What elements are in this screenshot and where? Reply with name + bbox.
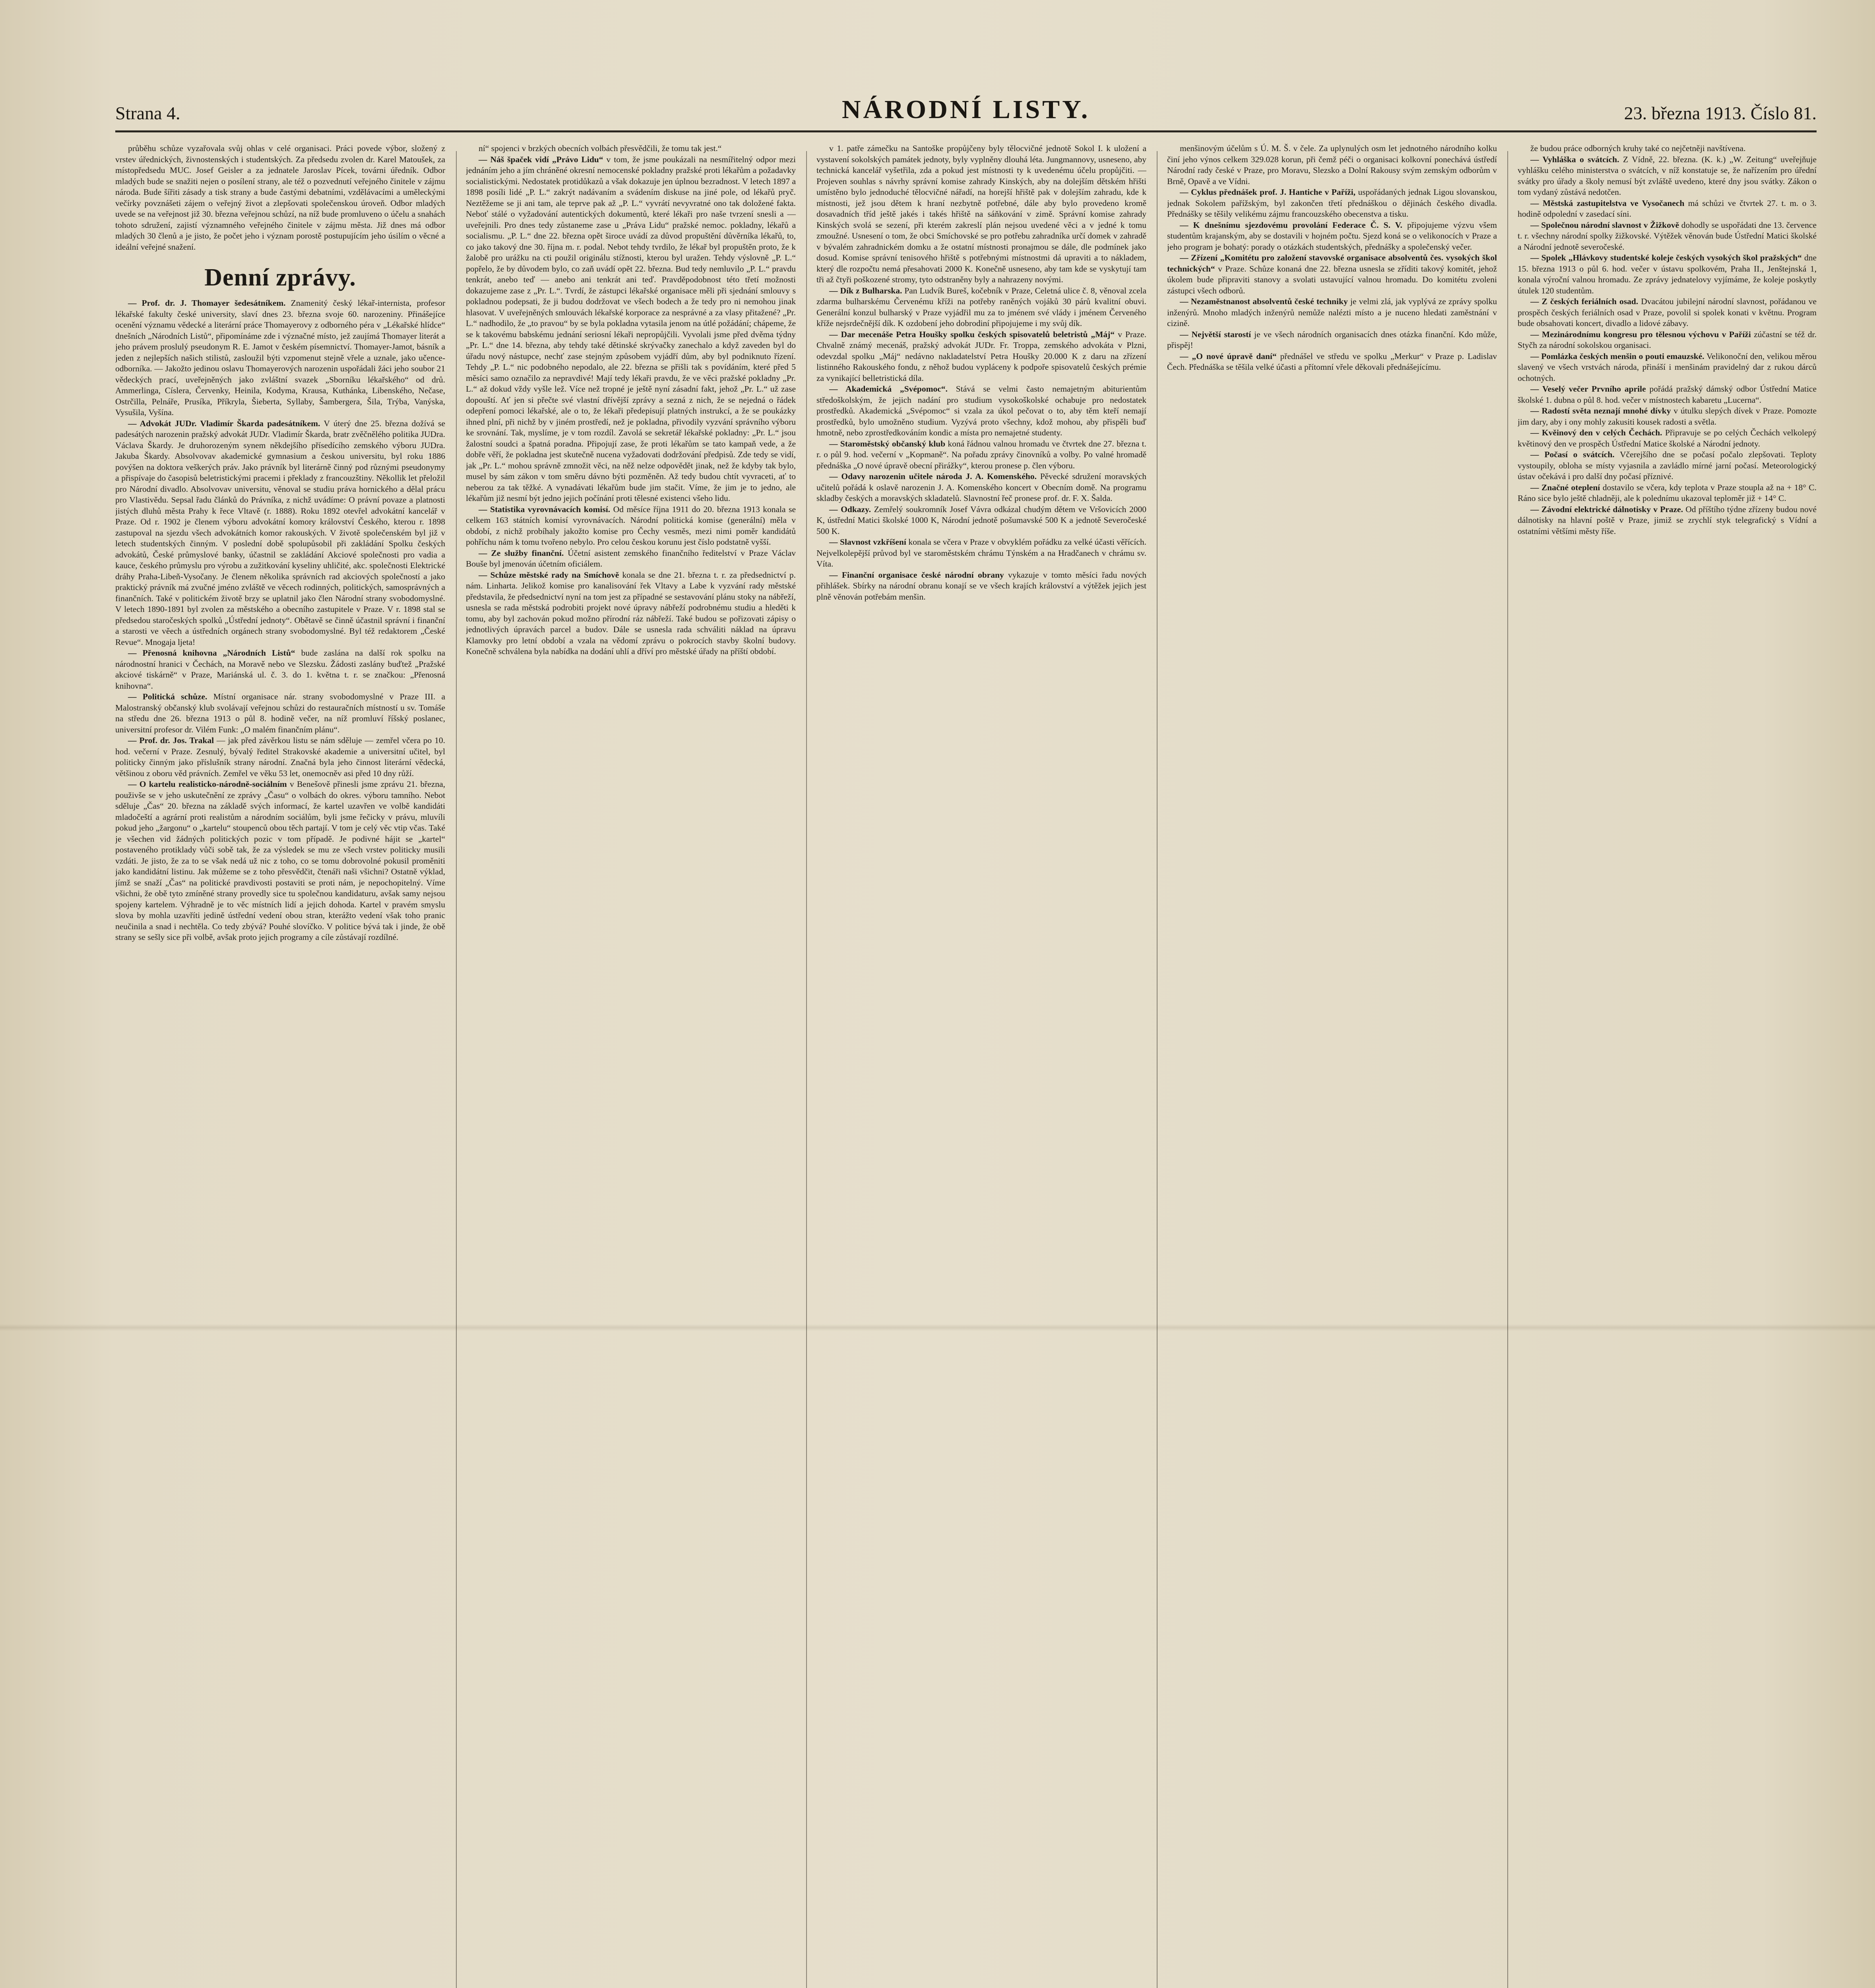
column-4 [1167,143,1497,1988]
news-item-headline: — Z českých feriálních osad. [1530,297,1638,306]
news-item-text: dostavilo se včera, kdy teplota v Praze stoupla až na + 18° C. Ráno sice bylo ještě chladněji, ale k polednímu ukazoval teploměr již + 14° C. [1518,482,1817,503]
news-item-text: v útulku slepých dívek v Praze. Pomozte jim dary, aby i ony mohly zakusiti kousek radosti a světla. [1518,406,1817,427]
news-item-headline: — Odkazy. [829,504,871,514]
news-item [115,418,445,648]
news-item-text: má schůzi ve čtvrtek 27. t. m. o 3. hodině odpolední v zasedací síni. [1518,198,1817,219]
news-item [1518,427,1817,449]
paragraph: že budou práce odborných kruhy také co nejčetněji navštívena. [1530,144,1746,153]
news-item-text: konala se včera v Praze v obvyklém pořádku za velké účasti věřících. Nejvelkolepější průvod byl ve staroměstském chrámu Týnském a na Hradčanech v chrámu sv. Víta. [816,537,1146,569]
news-item-text: zúčastní se též dr. Styčh za národní sokolskou organisaci. [1518,329,1817,350]
news-item-headline: — Slavnost vzkříšení [829,537,906,547]
news-item-text: Včerejšího dne se počasí počalo zlepšovati. Teploty vystoupily, obloha se místy vyjasnila a zavládlo mírné jarní počasí. Meteorologický ústav očekává i pro další dny počasí příznivé. [1518,450,1817,481]
news-item-headline: — Prof. dr. J. Thomayer šedesátníkem. [128,298,286,308]
news-item-headline: — Prof. dr. Jos. Trakal [128,736,214,745]
news-item [115,735,445,779]
news-item-text: Pěvecké sdružení moravských učitelů pořádá k oslavě narozenin J. A. Komenského koncert v Obecním domě. Na programu skladby českých a moravských skladatelů. Slavnostní řeč pronese prof. dr. F. X. Šalda. [816,472,1146,503]
news-item-text: dohodly se uspořádati dne 13. července t. r. všechny národní spolky žižkovské. Výtěžek věnován bude Ústřední Matici školské a Národní jednotě severočeské. [1518,220,1817,252]
news-item [1167,220,1497,253]
news-item [1518,384,1817,406]
newspaper-title: NÁRODNÍ LISTY. [842,95,1090,124]
column-divider [1157,151,1158,1988]
page-number: Strana 4. [115,103,180,123]
news-item [115,779,445,943]
news-item-headline: — Staroměstský občanský klub [829,439,946,448]
news-item-headline: — Radostí světa neznají mnohé dívky [1530,406,1671,415]
news-item-headline: — Advokát JUDr. Vladimír Škarda padesátníkem. [128,418,320,428]
news-item [1518,351,1817,384]
news-item [816,570,1146,603]
news-item [1167,252,1497,296]
news-item-headline: — Pomlázka českých menšin o pouti emauzské. [1530,351,1704,361]
news-item-headline: — Vyhláška o svátcích. [1530,154,1619,164]
news-item-text: Od příštího týdne zřízeny budou nové dálnotisky na hlavní poště v Praze, jimiž se zrychlí styk telegrafický s Vídní a ostatními většími městy říše. [1518,504,1817,536]
column-divider [1507,151,1508,1988]
news-item-headline: — Akademická „Svépomoc“. [829,384,948,394]
news-item [1518,329,1817,351]
news-item-text: Účetní asistent zemského finančního ředitelství v Praze Václav Bouše byl jmenován účetním oficiálem. [466,548,796,569]
news-item-text: V úterý dne 25. března dožívá se padesátých narozenin pražský advokát JUDr. Vladimír Škarda, bratr zvěčnělého politika JUDra. Václava Škardy. Je druhorozeným synem někdejšího přísedícího zemského výboru JUDra. Jakuba Škardy. Absolvovav akademické gymnasium a českou universitu, byl roku 1886 povýšen na doktora veškerých práv. Jako právník byl literárně činný pod různými pseudonymy a přispívaje do časopisů beletristickými pracemi i překlady z francouzštiny. Někollik let přeložil pro Národní divadlo. Absolvovav universitu, věnoval se studiu práva hornického a dělal prácu pro Vlastivědu. Sepsal řadu článků do Právníka, z nichž uvádíme: O právní povaze a platnosti jistých dluhů města Prahy k řece Vltavě (r. 1888). Roku 1892 otevřel advokátní kancelář v Praze. Od r. 1902 je členem výboru advokátní komory království Českého, kterou r. 1898 zastupoval na sjezdu všech advokátních komor rakouských. V životě společenském byl již v letech studentských činným. V poslední době spolupůsobil při zakládání Spolku českých advokátů, České průmyslové banky, účastnil se zakládání Akciové společnosti pro vadia a kauce, českého průmyslu pro výrobu a zužitkování kyseliny uhličité, akc. společnosti Elektrické dráhy Praha-Libeň-Vysočany. Je členem několika správních rad akciových společností a jako praktický právník má zvučné jméno zvláště ve věcech rodinných, politických, samosprávných a finančních. Také v politickém životě brzy se uplatnil jako člen Národní strany svobodomyslné. V letech 1890-1891 byl zvolen za městského a obecního zastupitele v Praze. V r. 1898 stal se předsedou staročeských spolků „Ústřední jednoty“. Obětavě se činně účastnil správní i finanční a starosti ve věech a ústředních orgánech strany svobodomyslné. Byl též redaktorem „České Revue“. Mnogaja ljeta! [115,418,445,647]
news-item [1518,220,1817,253]
news-item-headline: — Mezinárodnímu kongresu pro tělesnou výchovu v Paříži [1530,329,1751,339]
news-item-headline: — Odavy narozenin učitele národa J. A. Komenského. [829,472,1037,481]
news-item-text: uspořádaných jednak Ligou slovanskou, jednak Sokolem pařížským, byl zakončen třetí přednáškou o dějinách českého divadla. Přednášky se těšily velikému zájmu francouzského obecenstva a tisku. [1167,187,1497,219]
news-item-text: je ve všech národních organisacích dnes otázka finanční. Kdo může, přispěj! [1167,329,1497,350]
news-item-text: Znamenitý český lékař-internista, profesor lékařské fakulty české university, slaví dnes 23. března svoje 60. narozeniny. Přinášejíce ocenění významu vědecké a literární práce Thomayerovy z odborného péra v „Lékařské hlídce“ dnešních „Národních Listů“, připomínáme zde i význačné místo, jež zaujímá Thomayer literát a jeho právem proslulý pseudonym R. E. Jamot v českém písemnictví. Thomayer-Jamot, básník a jeden z nejlepších našich stilistů, zasloužil býti vzpomenut stejně vřele a uznale, jako učence-odborníka. — Jakožto jedinou oslavu Thomayerových narozenin uspořádali žáci jeho soubor 21 vědeckých prací, uveřejněných jako zvláštní svazek „Sborníku lékařského“ od drů. Ammerlinga, Císlera, Červenky, Heinila, Kodyma, Krausa, Kuthánka, Libenského, Nečase, Ostrčilla, Pelnáře, Prusíka, Příkryla, Šieberta, Syllaby, Šambergera, Šila, Trýba, Vanýska, Vysušila, Vyšína. [115,298,445,417]
news-item-text: Od měsíce října 1911 do 20. března 1913 konala se celkem 163 státních komisí vyrovnávacích. Národní politická komise (generální) měla v období, z nichž probíhaly jakožto komise pro Čechy vesměs, mezi nimi poměr kandidátů pohříchu nám k tomu tvořeno nebylo. Pro celou českou korunu jest číslo podstatně vyšší. [466,504,796,547]
news-item [1518,252,1817,296]
news-item-text: bude zaslána na další rok spolku na národnostní hranici v Čechách, na Moravě nebo ve Slezsku. Žádosti zaslány buďtež „Pražské akciové tiskárně“ v Praze, Mariánská ul. č. 3. do 1. května t. r. se značkou: „Přenosná knihovna“. [115,648,445,691]
news-item-text: dne 15. března 1913 o půl 6. hod. večer v ústavu spolkovém, Praha II., Jenštejnská 1, konala výroční valnou hromadu. Ze zprávy jednatelovy vyjímáme, že koleje poskytly útulek 120 studentům. [1518,253,1817,295]
masthead-rule [115,130,1817,132]
news-item-headline: — Dík z Bulharska. [829,285,902,295]
news-item-headline: — Dar mecenáše Petra Houšky spolku českých spisovatelů beletristů „Máj“ [829,329,1115,339]
news-item-headline: — Nezaměstnanost absolventů české techniky [1180,297,1348,306]
news-item-headline: — Cyklus přednášek prof. J. Hantiche v Paříži, [1180,187,1355,197]
news-item-headline: — Největší starostí [1180,329,1251,339]
section-title: Denní zprávy. [204,264,356,291]
news-item [115,691,445,735]
news-item-headline: — Přenosná knihovna „Národních Listů“ [128,648,295,658]
column-1 [115,143,445,1988]
news-item-text: Velikonoční den, velikou měrou slavený ve všech vrstvách národa, přináší i menšinám pravidelný dar z rukou dárců ochotných. [1518,351,1817,383]
news-item [466,570,796,657]
news-item [1518,504,1817,537]
news-item-headline: — Závodní elektrické dálnotisky v Praze. [1530,504,1683,514]
news-item [816,471,1146,504]
news-item-text: přednášel ve středu ve spolku „Merkur“ v Praze p. Ladislav Čech. Přednáška se těšila velké účasti a přítomní vřele děkovali přednášejícímu. [1167,351,1497,372]
news-item-text: je velmi zlá, jak vyplývá ze zprávy spolku inženýrů. Mnoho mladých inženýrů nemůže nalézti místo a je nuceno hledati zaměstnání v cizině. [1167,297,1497,328]
news-item-headline: — „O nové úpravě daní“ [1180,351,1277,361]
news-item-headline: — Veselý večer Prvního aprile [1530,384,1646,394]
news-item [816,285,1146,329]
paragraph: v 1. patře zámečku na Santoške propůjčeny byly tělocvičné jednotě Sokol I. k uložení a vystavení sokolských památek jednoty, byly vyplněny dlouhá léta. Jungmannovy, usneseno, aby technická kancelář vyšetřila, zda a pokud jest místnosti ty k uvedenému účelu propůjčiti. — Projeven souhlas s návrhy správní komise zahrady Kinských, aby na dolejším dětském hřišti umístěno bylo jednoduché tělocvičné nářadí, na horejší hřiště pak v dolejším zahradu, kde k místnosti, jež jsou dětem k hraní nezbytně potřebné, dále aby bylo provedeno kromě dosavadních tříd ještě jakés i takés hřiště na sáňkování v zimě. Správní komise zahrady Kinských svolá se sezení, při kterém zakreslí plán nejsou uvedené věci a v jedné k tomu zmoužné. Usnesení o tom, že obci Smíchovské se pro potřebu zahradníka určí domek v zahradě v bývalém zahradnickém domku a že ostatní místnosti pronajmou se dále, dle podmínek jako dosud. Komise správní tenisového hřiště s potřebnými místnostmi dá upraviti a to nákladem, který dle rozpočtu nemá přesahovati 2000 K. Konečně usneseno, aby tam kde se vyskytují tam tři až čtyři poškozené stromy, tyto odstraněny byly a nahrazeny novými. [816,144,1146,284]
news-item-text: Místní organisace nár. strany svobodomyslné v Praze III. a Malostranský občanský klub svolávají veřejnou schůzi do restauračních místností u sv. Tomáše na středu dne 26. března 1913 o půl 8. hodině večer, na níž promluví říšský poslanec, universitní profesor dr. Vilém Funk: „O malém finančním plánu“. [115,692,445,734]
masthead [115,91,1817,134]
news-item-text: v Praze. Schůze konaná dne 22. března usnesla se zříditi takový komitét, jehož úkolem bude připraviti stanovy a svolati ustavující valnou hromadu. Do komitétu zvoleni zástupci všech odborů. [1167,264,1497,295]
news-item-headline: — K dnešnímu sjezdovému provolání Federace Č. S. V. [1180,220,1402,230]
news-item-headline: — Spolek „Hlávkovy studentské koleje českých vysokých škol pražských“ [1530,253,1802,262]
paper-fold [0,1324,1875,1331]
news-item-text: Z Vídně, 22. března. (K. k.) „W. Zeitung“ uveřejňuje vyhlášku celého ministerstva o svátcích, v níž konstatuje se, že nařízením pro úřední svátky pro úřady a školy nemusí být zvláště uvedeno, které dny jsou svátky. Zákon o tom vydaný zůstává nedotčen. [1518,154,1817,197]
news-item-text: Zemřelý soukromník Josef Vávra odkázal chudým dětem ve Vršovicích 2000 K, ústřední Matici školské 1000 K, Národní jednotě pošumavské 500 K a jednotě Severočeské 500 K. [816,504,1146,536]
news-item-text: připojujeme výzvu všem studentům krajanským, aby se dostavili v hojném počtu. Sjezd koná se o velikonocích v Praze a jeho program je bohatý: porady o otázkách studentských, přednášky a společenský večer. [1167,220,1497,252]
news-item [816,329,1146,384]
news-item [1167,351,1497,373]
news-item [816,384,1146,439]
column-divider [456,151,457,1988]
news-item-headline: — Politická schůze. [128,692,207,701]
news-item [1518,449,1817,482]
news-item-headline: — Statistika vyrovnávacích komisí. [479,504,611,514]
news-item-text: Dvacátou jubilejní národní slavnost, pořádanou ve prospěch českých feriálních osad v Praze, povolil si spolek konati v květnu. Program bude obsahovati koncert, divadlo a lidové zábavy. [1518,297,1817,328]
column-2 [466,143,796,1988]
news-item-text: pořádá pražský dámský odbor Ústřední Matice školské 1. dubna o půl 8. hod. večer v místnostech kabaretu „Lucerna“. [1518,384,1817,405]
news-item-text: Pan Ludvík Bureš, kočebník v Praze, Celetná ulice č. 8, věnoval zcela zdarma bulharskému Červenému kříži na potřeby raněných vojáků 30 párů kvalitní obuvi. Generální konzul bulharský v Praze vyjádřil mu za to jménem své vlády i jménem Červeného kříže nejsrdečnější dík. K ozdobení jeho dobrodiní připojujeme i my svůj dík. [816,285,1146,328]
column-5 [1518,143,1817,1988]
paragraph: ní“ spojenci v brzkých obecních volbách přesvědčili, že tomu tak jest.“ [479,144,722,153]
news-item [1518,198,1817,220]
news-item-headline: — Finanční organisace české národní obrany [829,570,1004,580]
news-item-text: vykazuje v tomto měsíci řadu nových přihlášek. Sbírky na národní obranu konají se ve všech krajích království a výtěžek jejich jest plně věnován potřebám menšin. [816,570,1146,602]
news-item [1167,329,1497,351]
news-item [816,504,1146,537]
column-divider [806,151,807,1988]
issue-date: 23. března 1913. Číslo 81. [1624,103,1817,123]
news-item-headline: — O kartelu realisticko-národně-sociálním [128,779,287,789]
news-item [466,154,796,504]
news-item-headline: — Ze služby finanční. [479,548,564,558]
news-item [1518,296,1817,329]
news-item-headline: — Městská zastupitelstva ve Vysočanech [1530,198,1685,208]
news-item-text: v tom, že jsme poukázali na nesmířitelný odpor mezi jednáním jeho a jím chráněné okresní nemocenské pokladny pražské proti lékařům a požadavky socialistickými. Nedostatek protidůkazů a však dokazuje jen úplnou bezradnost. V letech 1897 a 1898 posíli lidé „P. L.“ zakrýt nadávaním a svádením diskuse na jiné pole, od lékařů pryč. Neztěžeme se ji ani tam, ale teprve pak až „P. L.“ vyvrátí nevyvratné ono tak doložené fakta. Neboť stálé o vyžadování autentických dokumentů, které lékaři pro naše tvrzení snesli a — uveřejnili. Pro dnes tedy zůstaneme zase u „Práva Lidu“ pražské nemoc. pokladny, lékařů a socialismu. „P. L.“ dne 22. března opět široce uvádí za důvod propuštění důvěrníka lékařů, to, co jako takový dne 30. října m. r. podal. Nebot tehdy tvrdilo, že lékař byl propuštěn proto, že k žalobě pro urážku na cti použil originálu stížnosti, kterou byl uražen. Tehdy výslovně „P. L.“ popřelo, že by důvodem bylo, co zaň uvádí opět 22. března. Bud tedy nemluvilo „P. L.“ pravdu tenkrát, anebo teď — anebo ani tenkrát ani teď. Pravděpodobnost této třetí možnosti dokazujeme zase z „Pr. L.“. Tvrdí, že zástupci lékařské organisace měli při sjednání smlouvy s pokladnou podepsati, že ji budou dodržovat ve všech bodech a že tedy pro ni nemohou jinak hlasovat. V uveřejněných smlouvách lékařské korporace za nesprávné a za vlasy přitažené? „Pr. L.“ nadhodilo, že „to pravou“ by se byla pokladna vytasila jenom na útlé požádání; chápeme, že se k takovému babskému jednání seriosní lékaři nepropůjčili. Vyvolali jsme před dvěma týdny „Pr. L.“ dne 14. března, aby tehdy také dětinské skrývačky zanechalo a když zaveden byl do úřadu nový nástupce, nechť zase stejným způsobem vyjádří dům, aby byl podniknuto řízení. Tehdy „P. L.“ nic podobného nepodalo, ale 22. března se přišli tak s povídáním, které před 5 měsíci samo označilo za nepravdivé! Mají tedy lékaři pravdu, že ve věci pražské pokladny „Pr. L.“ až dokud vždy vyšle lež. Více než tropné je ještě nyní zásadní fakt, jehož „Pr. L.“ už zase dopouští. Ať jen si přečte své vlastní dřívější zprávy a sezná z nich, že se nejedná o řádek odepření pomoci lékařské, ale o to, že lékaři předepisují platných instrukcí, a že se poukázky ihned plní, při nichž by v jiném prostředí, než je pokladna, přivodily vyzvání správního výboru ke srovnání. Tak, myslíme, je v tom rozdíl. Zavolá se sekretář lékařské pokladny: „Pr. L.“ jsou žalostní soudci a špatná poradna. Připojují zase, že proti lékařům se tato kampaň vede, a že dobře věří, že pokladna jest skutečně nucena vyžadovati dodržování předpisů. Zde tedy se vidí, jak „Pr. L.“ mohou správně zmnožit věci, na něž nelze odpovědět jinak, než že kdyby tak bylo, musel by sám zákon v tom směru dávno býti pozměněn. Až tedy budou chtít vyvraceti, ať to neberou za tak těžké. A vynadávati lékařům bude jim stačit. Víme, že jim je to jedno, ale lékařům již nesmí být jedno jejich počínání proti tělesné existenci všeho lidu. [466,154,796,503]
news-item [466,504,796,548]
news-item-text: konala se dne 21. března t. r. za předsednictví p. nám. Linharta. Jelikož komise pro kanalisování řek Vltavy a Labe k vyzvání rady městské představila, že předsednictví nyní na tom jest za případné se sestavování plánu stoky na nábřeží, usnesla se rada městská podrobiti projekt nové úpravy nábřeží podrobnému studiu a hleděti k tomu, aby byl zachován pokud možno přírodní ráz nábřeží. Také budou se pořizovati zápisy o jednotlivých úpravách parcel a budov. Dále se usnesla rada schváliti náklad na úpravu Klamovky pro letní období a vzala na vědomí zprávu o pokrocích stavby školní budovy. Konečně schválena byla nabídka na dodání uhlí a dříví pro městské úřady na příští období. [466,570,796,656]
news-item [1518,154,1817,198]
news-item [816,439,1146,472]
news-item-headline: — Kvěinový den v celých Čechách. [1530,428,1662,437]
news-item-text: koná řádnou valnou hromadu ve čtvrtek dne 27. března t. r. o půl 9. hod. večerní v „Kopmaně“. Na pořadu zprávy činovníků a volby. Po valné hromadě přednáška „O nové úpravě obecní přirážky“, kterou pronese p. člen výboru. [816,439,1146,470]
news-item-headline: — Počasí o svátcích. [1530,450,1615,459]
news-item-text: v Benešově přinesli jsme zprávu 21. března, použivše se v jeho uskutečnění ze zprávy „Času“ o volbách do okres. výboru tamního. Nebot sděluje „Čas“ 20. března na základě svých informací, že kartel uzavřen ve volbě kandidáti mladočeští a agrární proti realistům a národním sociálům, byli jsme řečicky v právu, mluvíli pokud jeho „žargonu“ o „kartelu“ stoupenců obou těch partají. V tom je celý věc vtip včas. Také je všechen vid žádných politických pozic v tom případě. Je podivné hájit se „kartel“ postaveného protiklady vůči sobě tak, že za výsledek se mu ze všech vrstev politicky musili vzdáti. Je jisto, že za to se však nedá už nic z toho, co se tomu dobrovolné pokusil proměniti jako kandidátní listinu. Jak můžeme se z toho přesvědčit, čtenáři naši všichni? Ostatně výklad, jímž se snaží „Čas“ na politické pravdivosti postaviti se proti nám, je nepochopitelný. Víme všichni, že obě tyto zmíněné strany provedly sice tu společnou kandidaturu, avšak samy nejsou spojeny kartelem. Výhradně je to věc místních lidí a jejich dohoda. Kartel v pravém smyslu slova by mohla uzavříti jedině ústřední vedení obou stran, kterážto vedení však toho pranic neučinila a snad i nechtěla. Co tedy zbývá? Pouhé slovíčko. V politice bývá tak i jinde, že obě strany se sešly sice při volbě, avšak proto jejich programy a cíle zůstávají rozdílné. [115,779,445,942]
news-item [1518,482,1817,504]
news-item [466,548,796,570]
news-item [115,648,445,691]
news-item-headline: — Náš špaček vidí „Právo Lidu“ [479,154,603,164]
news-item-headline: — Značné oteplení [1530,482,1600,492]
news-item-headline: — Společnou národní slavnost v Žižkově [1530,220,1679,230]
column-3 [816,143,1146,1988]
paragraph: průběhu schůze vyzařovala svůj ohlas v celé organisaci. Práci povede výbor, složený z vrstev úřednických, živnostenských i studentských. Za předsedu zvolen dr. Karel Matoušek, za místopředsedu MUC. Josef Geisler a za jednatele Jaroslav Pícek, továrni úředník. Odbor mladých bude se snažiti nejen o posílení strany, ale též o pozvednutí veřejného činitele v zájmu národa. Bude šířiti zásady a tisk strany a bude častými debatními, vzdělávacími a uměleckými večírky povznášeti zájem o veřejný život a zlepšovati společenskou úroveň. Odbor mladých uvede se na veřejnost již 30. března veřejnou schůzí, na níž bude promluveno o účelu a snahách tohoto sdružení, zajistí významného veřejného činitele v zájmu města. Již dnes má odbor mladých 30 členů a je jisto, že počet jeho i význam porostě postupujícím jeho úsilím o věcné a ideální veřejné snažení. [115,144,445,252]
news-item [1518,406,1817,427]
news-item-text: — jak před závěrkou listu se nám sděluje — zemřel včera po 10. hod. večerní v Praze. Zesnulý, bývalý ředitel Strakovské akademie a universitní učitel, byl politicky činným jako příslušník strany národní. Značná byla jeho činnost literární vědecká, většinou z oboru věd právních. Zemřel ve věku 53 let, onemocněv asi před 10 dny růží. [115,736,445,778]
news-item [1167,187,1497,220]
news-item-text: Stává se velmi často nemajetným abiturientům středoškolským, že jejich nadání pro studium vysokoškolské ochabuje pro nedostatek prostředků. Akademická „Svépomoc“ si vzala za úkol pečovat o to, aby těm kteří nemají prostředků, bylo umožněno studium. Vyzývá proto všechny, kdož mohou, aby přispěli buď hmotně, nebo zprostředkováním kondic a místa pro nemajetné studenty. [816,384,1146,437]
news-item-headline: — Zřízení „Komitétu pro založení stavovské organisace absolventů čes. vysokých škol technických“ [1167,253,1497,274]
paragraph: menšinovým účelům s Ú. M. Š. v čele. Za uplynulých osm let jednotného národního kolku činí jeho výnos celkem 329.028 korun, při čemž péči o organisaci kolkovní ponechává ústředí Národní rady české v Praze, pro Moravu, Slezsko a Dolní Rakousy svým zemským odborům v Brně, Opavě a ve Vídni. [1167,144,1497,186]
news-item-text: v Praze. Chvalně známý mecenáš, pražský advokát JUDr. Fr. Troppa, zemského advokáta v Plzni, odevzdal spolku „Máj“ nedávno nakladatelství Petra Houšky 20.000 K z daru na zřízení listinného Rakouského fondu, z něhož budou vypláceny k podpoře spisovatelů českých prémie za vynikající belletristická díla. [816,329,1146,383]
news-item [816,537,1146,570]
news-item-headline: — Schůze městské rady na Smíchově [479,570,619,580]
news-item [115,298,445,418]
news-item-text: Připravuje se po celých Čechách velkolepý květinový den ve prospěch Ústřední Matice školské a Národní jednoty. [1518,428,1817,448]
news-item [1167,296,1497,329]
